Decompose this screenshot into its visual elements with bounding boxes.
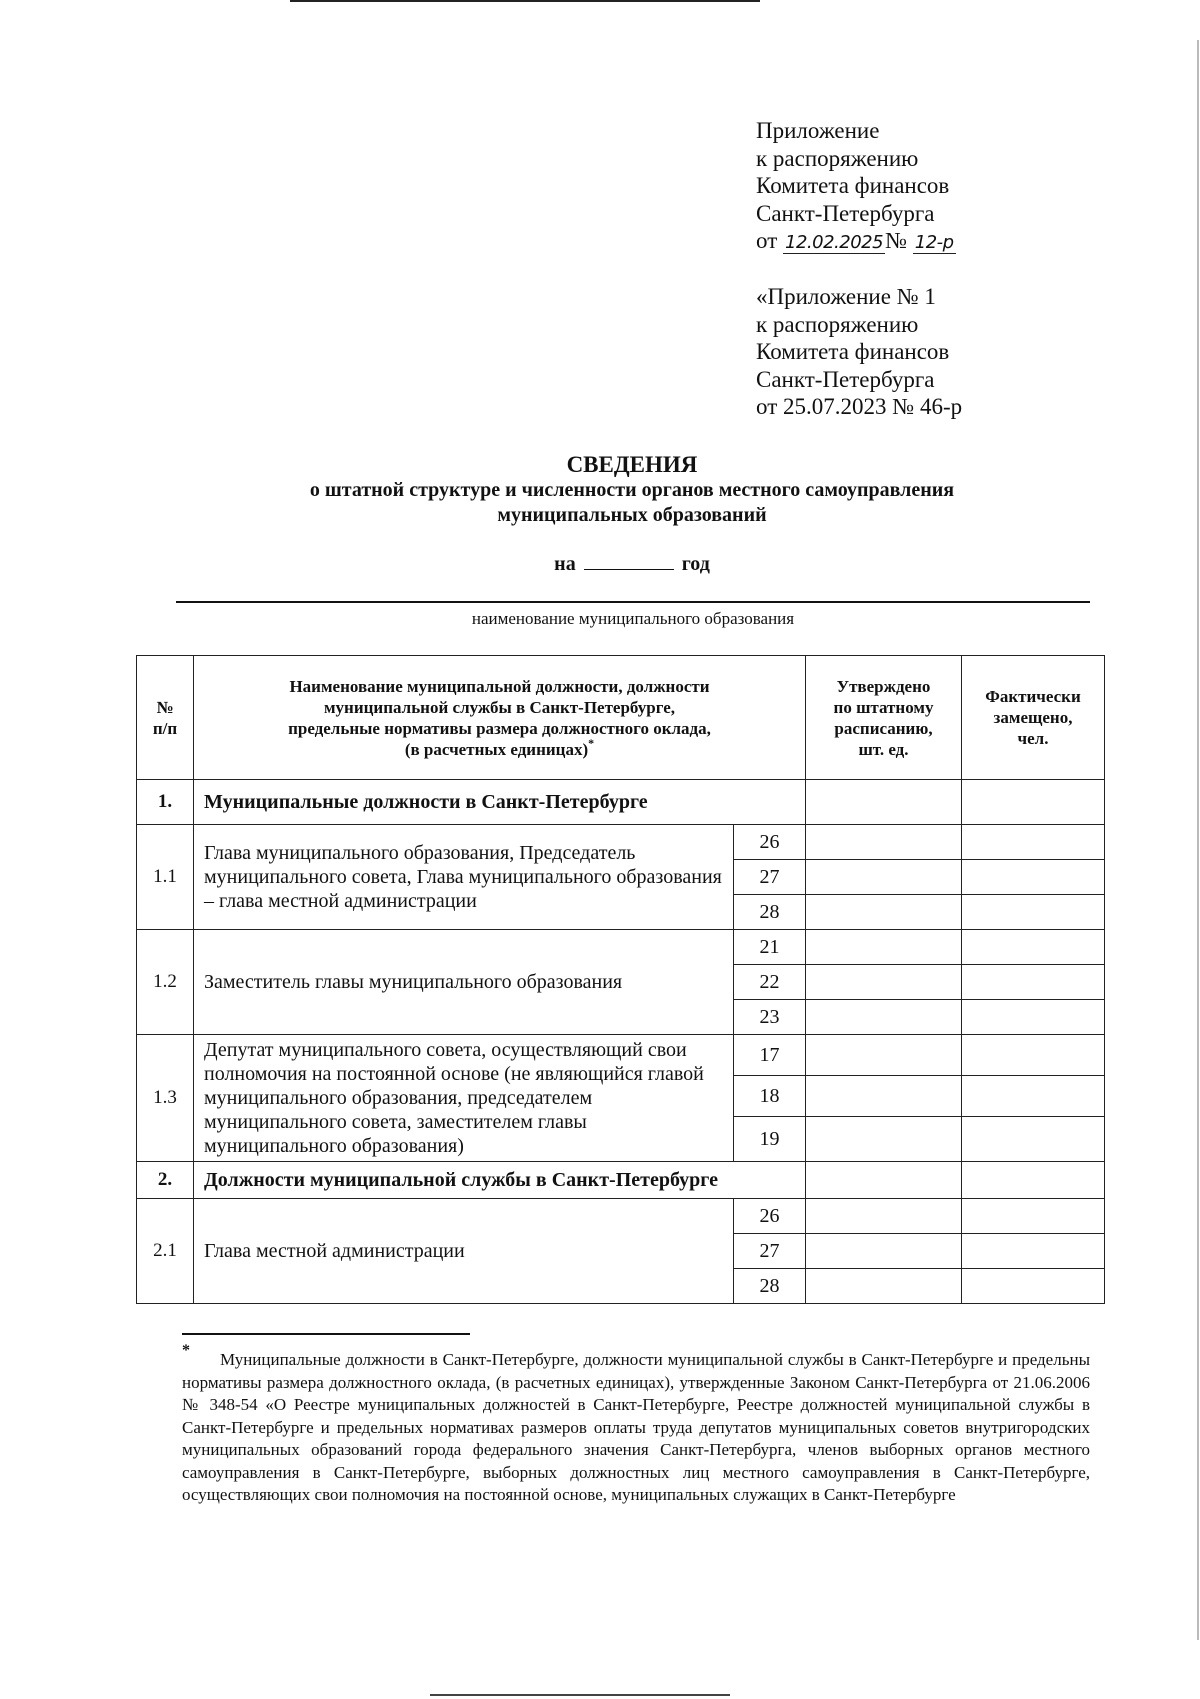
appendix-header-line: Санкт-Петербурга (756, 366, 935, 392)
header-approved (806, 656, 962, 780)
appendix-header-original (756, 283, 962, 421)
header-text-last (194, 735, 805, 760)
salary-norm: 23 (734, 1000, 806, 1035)
section-num: 1. (137, 780, 194, 825)
footnote-mark: * (588, 735, 595, 750)
row-num: 1.1 (137, 825, 194, 930)
scan-edge-right (1197, 40, 1199, 1640)
header-text: № (156, 697, 174, 717)
position-name: Заместитель главы муниципального образования (194, 930, 734, 1035)
row-num: 2.1 (137, 1199, 194, 1304)
approved-cell[interactable] (806, 965, 962, 1000)
municipality-name-caption: наименование муниципального образования (471, 609, 795, 628)
document-title: СВЕДЕНИЯ (566, 452, 698, 477)
header-text: расписанию, (834, 718, 933, 738)
actual-cell[interactable] (962, 965, 1105, 1000)
table-row (137, 930, 1105, 965)
actual-cell[interactable] (962, 1076, 1105, 1117)
salary-norm: 18 (734, 1076, 806, 1117)
year-suffix: год (681, 553, 710, 575)
appendix-header-line: Комитета финансов (756, 339, 950, 364)
actual-cell[interactable] (962, 860, 1105, 895)
salary-norm: 28 (734, 1269, 806, 1304)
subtitle-line: о штатной структуре и численности органов местного самоуправления (309, 479, 955, 501)
appendix-header (756, 117, 956, 257)
row-num: 1.3 (137, 1035, 194, 1162)
appendix-header-line: к распоряжению (756, 145, 919, 171)
position-name: Депутат муниципального совета, осуществляющий свои полномочия на постоянной основе (не являющийся главой муниципального образования, председателем муниципального совета, заместителем главы муниципального образования) (194, 1035, 734, 1162)
handwritten-number: 12-р (914, 232, 954, 253)
footnote-rule (182, 1333, 470, 1335)
header-text: шт. ед. (858, 739, 909, 759)
footnote-mark: * (182, 1342, 190, 1359)
header-text: Утверждено (836, 676, 931, 696)
section-title: Должности муниципальной службы в Санкт-Петербурге (194, 1162, 806, 1199)
header-text: п/п (152, 718, 178, 738)
salary-norm: 22 (734, 965, 806, 1000)
header-text: (в расчетных единицах) (404, 739, 589, 759)
table-row (137, 1199, 1105, 1234)
approved-cell[interactable] (806, 860, 962, 895)
subtitle-line: муниципальных образований (497, 504, 767, 526)
actual-cell[interactable] (962, 1199, 1105, 1234)
scan-edge-top (290, 0, 760, 2)
salary-norm: 27 (734, 860, 806, 895)
actual-cell[interactable] (962, 825, 1105, 860)
header-num (137, 656, 194, 780)
approved-cell[interactable] (806, 895, 962, 930)
table-row (137, 1035, 1105, 1076)
year-blank (584, 553, 674, 570)
appendix-date-line (756, 227, 956, 257)
salary-norm: 21 (734, 930, 806, 965)
appendix-header-line: Комитета финансов (756, 173, 950, 198)
section-title: Муниципальные должности в Санкт-Петербурге (194, 780, 806, 825)
actual-cell[interactable] (962, 1269, 1105, 1304)
header-text: по штатному (833, 697, 934, 717)
position-name: Глава муниципального образования, Председатель муниципального совета, Глава муниципального образования – глава местной администрации (194, 825, 734, 930)
staff-table (136, 655, 1105, 1304)
actual-cell[interactable] (962, 1035, 1105, 1076)
salary-norm: 27 (734, 1234, 806, 1269)
appendix-header-line: от 25.07.2023 № 46-р (756, 394, 963, 419)
number-sign: № (885, 228, 908, 253)
document-subtitle (0, 478, 1200, 528)
salary-norm: 28 (734, 895, 806, 930)
header-text: Фактически (985, 687, 1081, 706)
section-num: 2. (137, 1162, 194, 1199)
approved-cell[interactable] (806, 1162, 962, 1199)
actual-cell[interactable] (962, 1234, 1105, 1269)
approved-cell[interactable] (806, 1000, 962, 1035)
approved-cell[interactable] (806, 1035, 962, 1076)
approved-cell[interactable] (806, 1076, 962, 1117)
header-text: Наименование муниципальной должности, должности (289, 676, 710, 696)
actual-cell[interactable] (962, 930, 1105, 965)
approved-cell[interactable] (806, 1117, 962, 1162)
scan-edge-bottom (430, 1694, 730, 1696)
approved-cell[interactable] (806, 930, 962, 965)
appendix-header-line: Санкт-Петербурга (756, 200, 935, 226)
actual-cell[interactable] (962, 1117, 1105, 1162)
date-prefix: от (756, 228, 778, 253)
header-text: чел. (1017, 729, 1049, 748)
section-row (137, 780, 1105, 825)
table-header-row (137, 656, 1105, 780)
row-num: 1.2 (137, 930, 194, 1035)
table-row (137, 825, 1105, 860)
header-text: предельные нормативы размера должностного оклада, (288, 718, 711, 738)
municipality-name-rule (176, 601, 1090, 603)
salary-norm: 17 (734, 1035, 806, 1076)
section-row (137, 1162, 1105, 1199)
appendix-header-line: к распоряжению (756, 311, 919, 337)
year-line (0, 553, 1200, 576)
header-text: замещено, (993, 708, 1073, 727)
approved-cell[interactable] (806, 1269, 962, 1304)
approved-cell[interactable] (806, 1234, 962, 1269)
salary-norm: 26 (734, 825, 806, 860)
handwritten-date: 12.02.2025 (785, 232, 884, 253)
year-prefix: на (554, 553, 576, 575)
actual-cell[interactable] (962, 780, 1105, 825)
salary-norm: 26 (734, 1199, 806, 1234)
header-name (194, 656, 806, 780)
header-actual (962, 656, 1105, 780)
approved-cell[interactable] (806, 780, 962, 825)
footnote-text: Муниципальные должности в Санкт-Петербурге, должности муниципальной службы в Санкт-Петербурге и предельны нормативы размера должностного оклада, (в расчетных единицах), утвержденные Законом Санкт-Петербурга от 21.06.2006 № 348-54 «О Реестре муниципальных должностей в Санкт-Петербурге, Реестре должностей муниципальной службы в Санкт-Петербурге и предельных нормативах размеров оплаты труда депутатов муниципальных советов внутригородских муниципальных образований города федерального значения Санкт-Петербурга, членов выборных органов местного самоуправления в Санкт-Петербурге, выборных должностных лиц местного самоуправления в Санкт-Петербурге, осуществляющих свои полномочия на постоянной основе, муниципальных служащих в Санкт-Петербурге (182, 1350, 1090, 1504)
position-name: Глава местной администрации (194, 1199, 734, 1304)
actual-cell[interactable] (962, 1000, 1105, 1035)
approved-cell[interactable] (806, 825, 962, 860)
approved-cell[interactable] (806, 1199, 962, 1234)
actual-cell[interactable] (962, 1162, 1105, 1199)
header-text: муниципальной службы в Санкт-Петербурге, (323, 697, 676, 717)
appendix-header-line: «Приложение № 1 (756, 284, 936, 309)
appendix-header-line: Приложение (756, 118, 880, 143)
salary-norm: 19 (734, 1117, 806, 1162)
actual-cell[interactable] (962, 895, 1105, 930)
